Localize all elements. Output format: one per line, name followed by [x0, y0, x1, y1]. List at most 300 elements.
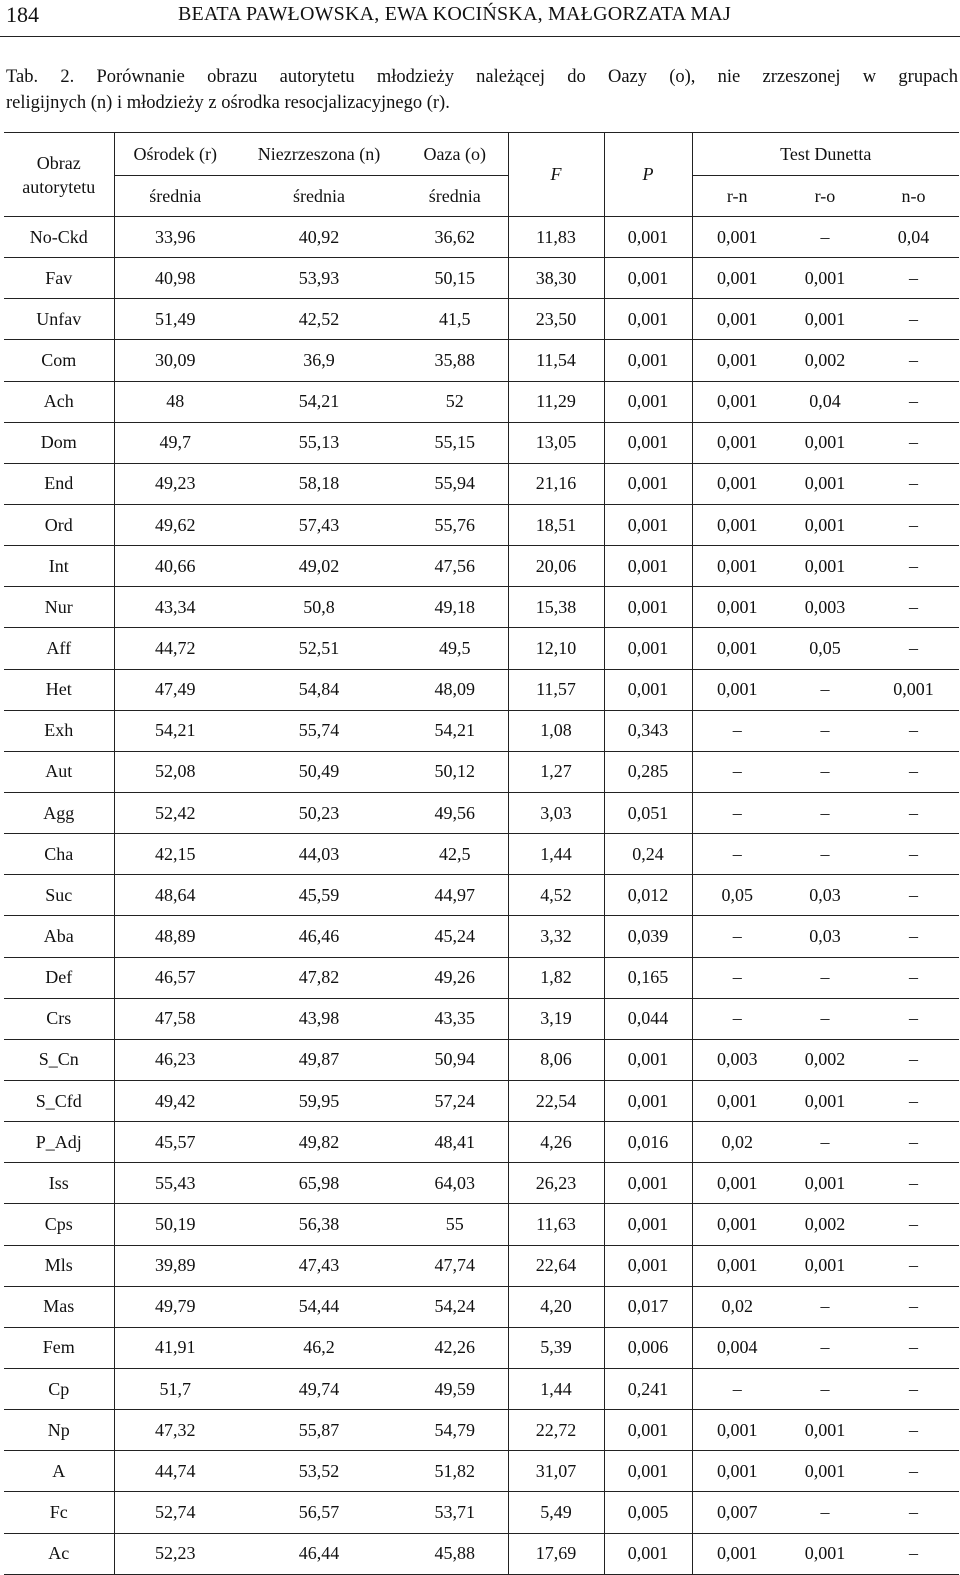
- cell-r: 49,23: [114, 463, 236, 504]
- cell-r: 54,21: [114, 710, 236, 751]
- cell-ro: 0,001: [782, 463, 868, 504]
- cell-r: 47,58: [114, 998, 236, 1039]
- table-row: [4, 546, 959, 587]
- cell-label: Cp: [4, 1368, 114, 1409]
- cell-o: 45,24: [402, 916, 508, 957]
- header-f: F: [508, 133, 604, 217]
- cell-label: Aba: [4, 916, 114, 957]
- cell-o: 47,74: [402, 1245, 508, 1286]
- cell-o: 50,12: [402, 751, 508, 792]
- cell-r: 48,89: [114, 916, 236, 957]
- cell-ro: 0,002: [782, 1039, 868, 1080]
- cell-f: 3,19: [508, 998, 604, 1039]
- cell-n: 46,44: [236, 1533, 402, 1574]
- cell-no: –: [868, 340, 959, 381]
- cell-no: –: [868, 998, 959, 1039]
- cell-ro: –: [782, 669, 868, 710]
- cell-rn: –: [692, 792, 782, 833]
- cell-r: 41,91: [114, 1327, 236, 1368]
- header-mean-n: średnia: [236, 176, 402, 217]
- header-p: P: [604, 133, 692, 217]
- cell-n: 56,38: [236, 1204, 402, 1245]
- cell-ro: –: [782, 751, 868, 792]
- cell-n: 49,87: [236, 1039, 402, 1080]
- cell-ro: 0,04: [782, 381, 868, 422]
- cell-p: 0,001: [604, 1163, 692, 1204]
- cell-label: End: [4, 463, 114, 504]
- cell-o: 45,88: [402, 1533, 508, 1574]
- cell-n: 57,43: [236, 504, 402, 545]
- cell-r: 30,09: [114, 340, 236, 381]
- cell-rn: 0,001: [692, 217, 782, 258]
- table-row: [4, 340, 959, 381]
- cell-no: –: [868, 546, 959, 587]
- table-row: [4, 1492, 959, 1533]
- cell-no: –: [868, 381, 959, 422]
- cell-rn: 0,001: [692, 504, 782, 545]
- cell-no: –: [868, 1451, 959, 1492]
- cell-p: 0,343: [604, 710, 692, 751]
- cell-rn: 0,001: [692, 1410, 782, 1451]
- cell-f: 4,20: [508, 1286, 604, 1327]
- cell-p: 0,001: [604, 258, 692, 299]
- table-row: [4, 1245, 959, 1286]
- cell-n: 50,8: [236, 587, 402, 628]
- cell-f: 8,06: [508, 1039, 604, 1080]
- cell-n: 46,2: [236, 1327, 402, 1368]
- cell-no: –: [868, 792, 959, 833]
- cell-rn: 0,003: [692, 1039, 782, 1080]
- cell-ro: –: [782, 1492, 868, 1533]
- cell-label: Mls: [4, 1245, 114, 1286]
- table-row: [4, 1410, 959, 1451]
- cell-p: 0,001: [604, 546, 692, 587]
- cell-p: 0,285: [604, 751, 692, 792]
- cell-no: –: [868, 875, 959, 916]
- table-row: [4, 1080, 959, 1121]
- cell-no: –: [868, 1204, 959, 1245]
- cell-no: –: [868, 463, 959, 504]
- table-row: [4, 381, 959, 422]
- cell-p: 0,241: [604, 1368, 692, 1409]
- cell-rn: 0,001: [692, 546, 782, 587]
- cell-rn: 0,001: [692, 1533, 782, 1574]
- cell-ro: 0,002: [782, 340, 868, 381]
- cell-rn: –: [692, 998, 782, 1039]
- cell-o: 49,18: [402, 587, 508, 628]
- cell-n: 55,87: [236, 1410, 402, 1451]
- cell-f: 22,72: [508, 1410, 604, 1451]
- cell-o: 57,24: [402, 1080, 508, 1121]
- cell-r: 33,96: [114, 217, 236, 258]
- cell-rn: 0,001: [692, 1204, 782, 1245]
- cell-f: 17,69: [508, 1533, 604, 1574]
- cell-ro: 0,05: [782, 628, 868, 669]
- table-row: [4, 1163, 959, 1204]
- cell-n: 59,95: [236, 1080, 402, 1121]
- cell-r: 47,49: [114, 669, 236, 710]
- cell-n: 55,74: [236, 710, 402, 751]
- cell-o: 49,59: [402, 1368, 508, 1409]
- table-row: [4, 751, 959, 792]
- cell-label: Mas: [4, 1286, 114, 1327]
- cell-n: 54,44: [236, 1286, 402, 1327]
- cell-o: 49,26: [402, 957, 508, 998]
- page-number: 184: [6, 2, 39, 27]
- cell-o: 49,56: [402, 792, 508, 833]
- header-label-text: Obraz autorytetu: [22, 152, 96, 197]
- cell-p: 0,005: [604, 1492, 692, 1533]
- cell-rn: 0,001: [692, 669, 782, 710]
- cell-o: 49,5: [402, 628, 508, 669]
- cell-n: 49,82: [236, 1122, 402, 1163]
- table-row: [4, 422, 959, 463]
- cell-f: 38,30: [508, 258, 604, 299]
- cell-f: 4,52: [508, 875, 604, 916]
- cell-n: 40,92: [236, 217, 402, 258]
- cell-label: Het: [4, 669, 114, 710]
- cell-r: 50,19: [114, 1204, 236, 1245]
- cell-no: –: [868, 916, 959, 957]
- cell-no: –: [868, 751, 959, 792]
- cell-n: 47,43: [236, 1245, 402, 1286]
- cell-rn: 0,007: [692, 1492, 782, 1533]
- cell-r: 48,64: [114, 875, 236, 916]
- cell-p: 0,001: [604, 1204, 692, 1245]
- cell-no: –: [868, 422, 959, 463]
- cell-ro: 0,001: [782, 546, 868, 587]
- cell-label: Iss: [4, 1163, 114, 1204]
- cell-rn: 0,001: [692, 587, 782, 628]
- cell-no: –: [868, 1492, 959, 1533]
- header-group-n: Niezrzeszona (n): [236, 133, 402, 176]
- cell-p: 0,012: [604, 875, 692, 916]
- cell-no: –: [868, 1163, 959, 1204]
- table-row: [4, 587, 959, 628]
- cell-r: 47,32: [114, 1410, 236, 1451]
- cell-label: S_Cn: [4, 1039, 114, 1080]
- table-row: [4, 217, 959, 258]
- cell-p: 0,165: [604, 957, 692, 998]
- cell-o: 48,41: [402, 1122, 508, 1163]
- cell-f: 3,03: [508, 792, 604, 833]
- table-row: [4, 1204, 959, 1245]
- header-mean-o: średnia: [402, 176, 508, 217]
- cell-label: Unfav: [4, 299, 114, 340]
- cell-rn: 0,001: [692, 381, 782, 422]
- cell-p: 0,001: [604, 217, 692, 258]
- cell-o: 44,97: [402, 875, 508, 916]
- cell-p: 0,044: [604, 998, 692, 1039]
- cell-label: Crs: [4, 998, 114, 1039]
- cell-no: –: [868, 1410, 959, 1451]
- cell-label: Agg: [4, 792, 114, 833]
- cell-f: 20,06: [508, 546, 604, 587]
- cell-no: –: [868, 957, 959, 998]
- table-row: [4, 710, 959, 751]
- cell-p: 0,001: [604, 1410, 692, 1451]
- cell-r: 55,43: [114, 1163, 236, 1204]
- cell-ro: 0,001: [782, 1533, 868, 1574]
- caption-line-1: Tab. 2. Porównanie obrazu autorytetu młodzieży należącej do Oazy (o), nie zrzeszonej w grupach: [6, 67, 958, 87]
- cell-no: –: [868, 1245, 959, 1286]
- cell-no: –: [868, 1080, 959, 1121]
- cell-f: 4,26: [508, 1122, 604, 1163]
- cell-f: 11,63: [508, 1204, 604, 1245]
- cell-r: 45,57: [114, 1122, 236, 1163]
- cell-f: 26,23: [508, 1163, 604, 1204]
- table-row: [4, 1533, 959, 1574]
- cell-f: 11,83: [508, 217, 604, 258]
- cell-f: 1,82: [508, 957, 604, 998]
- cell-r: 42,15: [114, 834, 236, 875]
- cell-r: 51,49: [114, 299, 236, 340]
- cell-o: 50,15: [402, 258, 508, 299]
- cell-label: No-Ckd: [4, 217, 114, 258]
- cell-rn: 0,001: [692, 463, 782, 504]
- cell-o: 42,5: [402, 834, 508, 875]
- header-group-r: Ośrodek (r): [114, 133, 236, 176]
- cell-ro: 0,001: [782, 504, 868, 545]
- cell-ro: 0,001: [782, 299, 868, 340]
- cell-ro: 0,001: [782, 1080, 868, 1121]
- cell-r: 44,74: [114, 1451, 236, 1492]
- cell-p: 0,039: [604, 916, 692, 957]
- cell-rn: 0,004: [692, 1327, 782, 1368]
- cell-f: 5,39: [508, 1327, 604, 1368]
- cell-f: 1,27: [508, 751, 604, 792]
- cell-rn: 0,001: [692, 340, 782, 381]
- cell-o: 47,56: [402, 546, 508, 587]
- cell-rn: –: [692, 957, 782, 998]
- cell-label: Cha: [4, 834, 114, 875]
- cell-n: 54,84: [236, 669, 402, 710]
- cell-r: 46,23: [114, 1039, 236, 1080]
- cell-n: 44,03: [236, 834, 402, 875]
- cell-ro: 0,03: [782, 875, 868, 916]
- cell-r: 49,79: [114, 1286, 236, 1327]
- cell-r: 43,34: [114, 587, 236, 628]
- cell-rn: 0,001: [692, 1163, 782, 1204]
- cell-o: 55,94: [402, 463, 508, 504]
- cell-f: 13,05: [508, 422, 604, 463]
- cell-p: 0,001: [604, 340, 692, 381]
- cell-o: 55,15: [402, 422, 508, 463]
- header-group-o: Oaza (o): [402, 133, 508, 176]
- cell-n: 36,9: [236, 340, 402, 381]
- cell-rn: –: [692, 710, 782, 751]
- cell-p: 0,001: [604, 299, 692, 340]
- cell-no: –: [868, 504, 959, 545]
- cell-label: Suc: [4, 875, 114, 916]
- table-row: [4, 669, 959, 710]
- cell-p: 0,001: [604, 463, 692, 504]
- table-row: [4, 1286, 959, 1327]
- cell-no: –: [868, 1122, 959, 1163]
- cell-f: 11,29: [508, 381, 604, 422]
- cell-rn: 0,001: [692, 1451, 782, 1492]
- cell-no: –: [868, 258, 959, 299]
- cell-p: 0,017: [604, 1286, 692, 1327]
- cell-p: 0,001: [604, 1245, 692, 1286]
- cell-o: 43,35: [402, 998, 508, 1039]
- cell-n: 52,51: [236, 628, 402, 669]
- running-title: BEATA PAWŁOWSKA, EWA KOCIŃSKA, MAŁGORZATA MAJ: [178, 3, 731, 25]
- header-rn: r-n: [692, 176, 782, 217]
- cell-rn: –: [692, 1368, 782, 1409]
- cell-f: 18,51: [508, 504, 604, 545]
- cell-n: 47,82: [236, 957, 402, 998]
- cell-ro: 0,001: [782, 1163, 868, 1204]
- cell-p: 0,001: [604, 669, 692, 710]
- table-row: [4, 998, 959, 1039]
- cell-ro: –: [782, 957, 868, 998]
- table-row: [4, 463, 959, 504]
- cell-no: –: [868, 710, 959, 751]
- cell-rn: 0,001: [692, 1245, 782, 1286]
- table-row: [4, 1327, 959, 1368]
- cell-f: 11,54: [508, 340, 604, 381]
- cell-f: 22,64: [508, 1245, 604, 1286]
- cell-no: –: [868, 628, 959, 669]
- cell-p: 0,001: [604, 422, 692, 463]
- cell-label: Com: [4, 340, 114, 381]
- cell-o: 54,21: [402, 710, 508, 751]
- cell-no: 0,04: [868, 217, 959, 258]
- cell-p: 0,001: [604, 1039, 692, 1080]
- cell-p: 0,001: [604, 1451, 692, 1492]
- cell-r: 46,57: [114, 957, 236, 998]
- cell-ro: –: [782, 1368, 868, 1409]
- table-row: [4, 504, 959, 545]
- cell-ro: –: [782, 217, 868, 258]
- cell-ro: –: [782, 1327, 868, 1368]
- cell-p: 0,051: [604, 792, 692, 833]
- cell-n: 50,49: [236, 751, 402, 792]
- table-row: [4, 875, 959, 916]
- table-row: [4, 834, 959, 875]
- cell-f: 23,50: [508, 299, 604, 340]
- cell-rn: –: [692, 916, 782, 957]
- cell-n: 43,98: [236, 998, 402, 1039]
- cell-ro: –: [782, 834, 868, 875]
- cell-p: 0,001: [604, 504, 692, 545]
- cell-r: 52,74: [114, 1492, 236, 1533]
- cell-no: 0,001: [868, 669, 959, 710]
- cell-o: 48,09: [402, 669, 508, 710]
- cell-label: Nur: [4, 587, 114, 628]
- cell-rn: 0,02: [692, 1286, 782, 1327]
- cell-label: Ach: [4, 381, 114, 422]
- cell-ro: 0,001: [782, 1451, 868, 1492]
- cell-n: 65,98: [236, 1163, 402, 1204]
- cell-n: 53,93: [236, 258, 402, 299]
- header-no: n-o: [868, 176, 959, 217]
- table-row: [4, 792, 959, 833]
- cell-o: 50,94: [402, 1039, 508, 1080]
- table-row: [4, 1368, 959, 1409]
- table-row: [4, 916, 959, 957]
- cell-r: 40,66: [114, 546, 236, 587]
- cell-ro: 0,001: [782, 258, 868, 299]
- cell-ro: –: [782, 710, 868, 751]
- cell-r: 44,72: [114, 628, 236, 669]
- cell-p: 0,006: [604, 1327, 692, 1368]
- table-row: [4, 1122, 959, 1163]
- cell-label: Int: [4, 546, 114, 587]
- header-label-col: [4, 133, 114, 217]
- cell-r: 49,42: [114, 1080, 236, 1121]
- table-caption: [6, 64, 958, 116]
- cell-ro: –: [782, 1122, 868, 1163]
- table-row: [4, 1451, 959, 1492]
- cell-ro: –: [782, 1286, 868, 1327]
- cell-n: 53,52: [236, 1451, 402, 1492]
- cell-p: 0,24: [604, 834, 692, 875]
- cell-o: 35,88: [402, 340, 508, 381]
- cell-rn: –: [692, 834, 782, 875]
- cell-r: 49,7: [114, 422, 236, 463]
- header-test-dunetta: Test Dunetta: [692, 133, 959, 176]
- cell-f: 1,08: [508, 710, 604, 751]
- cell-no: –: [868, 1327, 959, 1368]
- cell-r: 52,42: [114, 792, 236, 833]
- cell-o: 53,71: [402, 1492, 508, 1533]
- cell-label: Aut: [4, 751, 114, 792]
- cell-label: Def: [4, 957, 114, 998]
- cell-n: 50,23: [236, 792, 402, 833]
- page-header: [0, 0, 960, 37]
- cell-p: 0,016: [604, 1122, 692, 1163]
- cell-o: 36,62: [402, 217, 508, 258]
- cell-p: 0,001: [604, 1533, 692, 1574]
- cell-no: –: [868, 1533, 959, 1574]
- cell-f: 31,07: [508, 1451, 604, 1492]
- cell-n: 42,52: [236, 299, 402, 340]
- cell-o: 55: [402, 1204, 508, 1245]
- cell-o: 55,76: [402, 504, 508, 545]
- cell-r: 49,62: [114, 504, 236, 545]
- header-ro: r-o: [782, 176, 868, 217]
- cell-n: 49,02: [236, 546, 402, 587]
- cell-label: Fc: [4, 1492, 114, 1533]
- caption-line-2: religijnych (n) i młodzieży z ośrodka resocjalizacyjnego (r).: [6, 93, 450, 113]
- cell-rn: 0,02: [692, 1122, 782, 1163]
- cell-f: 22,54: [508, 1080, 604, 1121]
- cell-p: 0,001: [604, 1080, 692, 1121]
- cell-n: 55,13: [236, 422, 402, 463]
- table-row: [4, 628, 959, 669]
- cell-label: S_Cfd: [4, 1080, 114, 1121]
- table-row: [4, 1039, 959, 1080]
- cell-r: 48: [114, 381, 236, 422]
- cell-ro: 0,001: [782, 422, 868, 463]
- cell-f: 1,44: [508, 1368, 604, 1409]
- table-row: [4, 258, 959, 299]
- cell-f: 21,16: [508, 463, 604, 504]
- cell-label: Exh: [4, 710, 114, 751]
- cell-ro: 0,002: [782, 1204, 868, 1245]
- cell-rn: 0,001: [692, 628, 782, 669]
- cell-ro: 0,003: [782, 587, 868, 628]
- cell-f: 3,32: [508, 916, 604, 957]
- cell-o: 41,5: [402, 299, 508, 340]
- cell-ro: –: [782, 998, 868, 1039]
- cell-label: Cps: [4, 1204, 114, 1245]
- cell-p: 0,001: [604, 628, 692, 669]
- cell-o: 54,79: [402, 1410, 508, 1451]
- cell-label: P_Adj: [4, 1122, 114, 1163]
